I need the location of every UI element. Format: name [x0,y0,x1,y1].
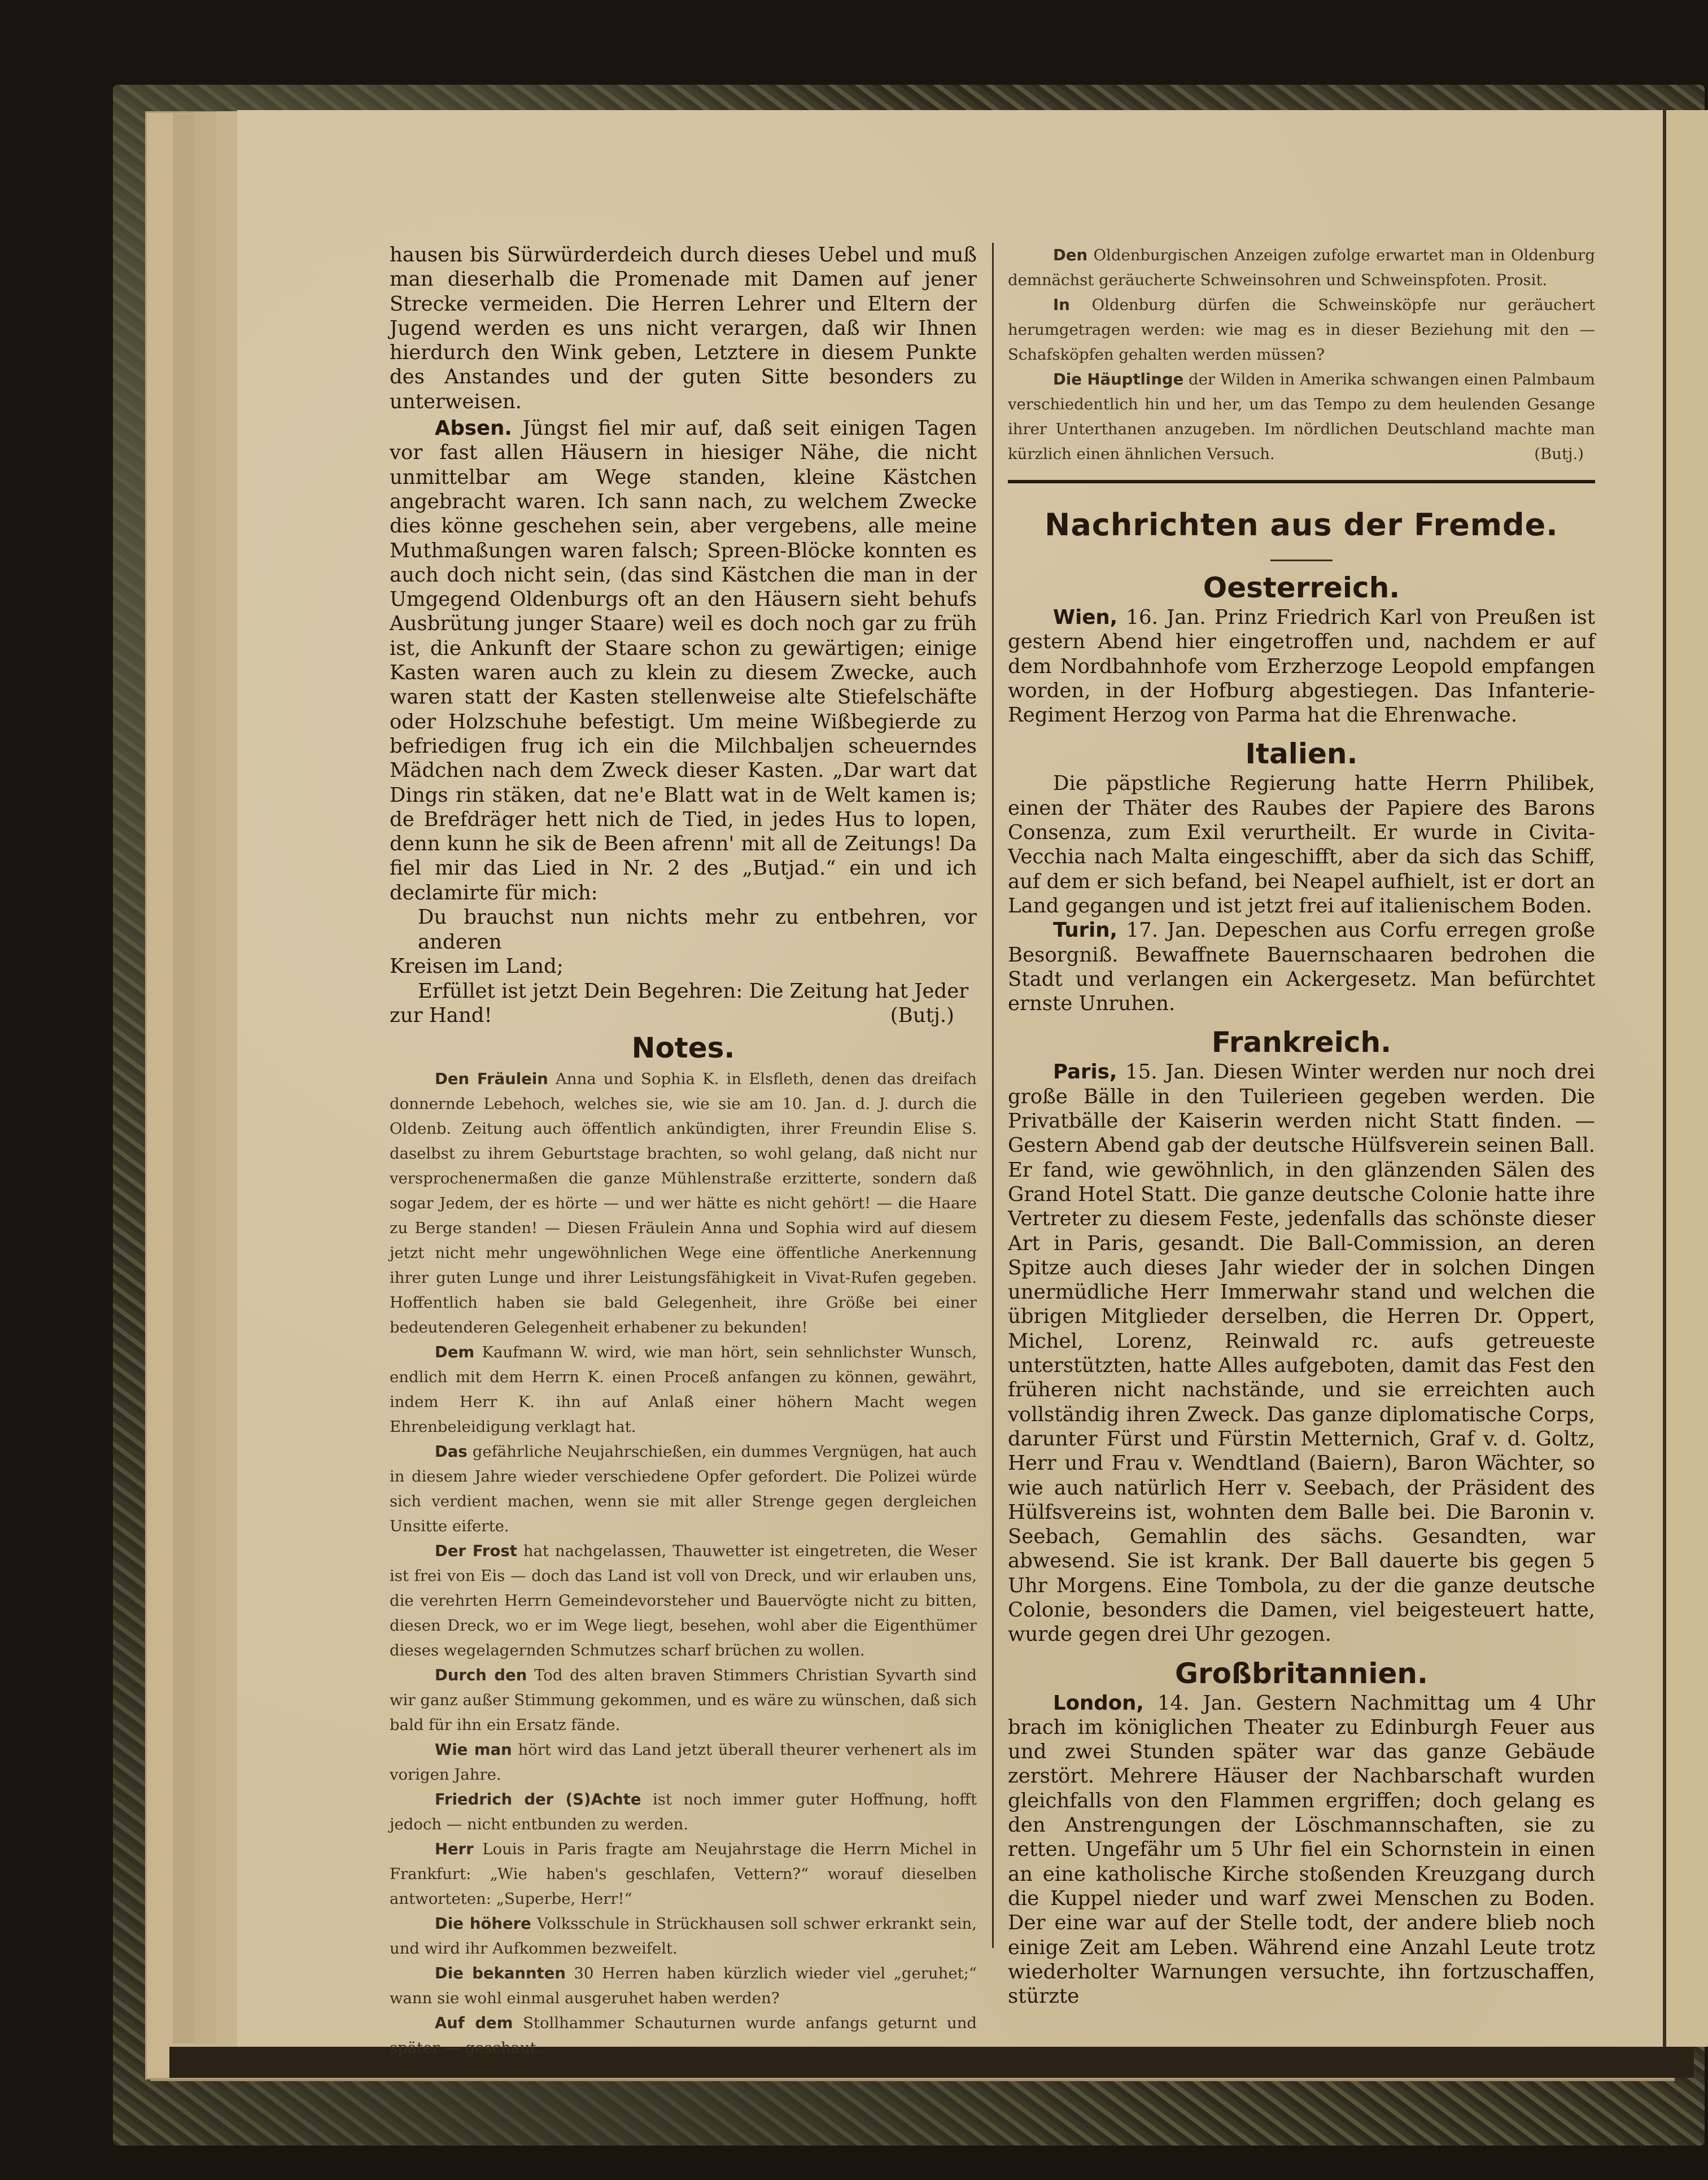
note-lead: Dem [435,1343,475,1361]
note-lead: Durch den [435,1666,527,1684]
note-lead: Herr [435,1840,474,1858]
note-text: Anna und Sophia K. in Elsfleth, denen das dreifach donnernde Lebehoch, welches sie, wie sie am 10. Jan. d. J. durch die Oldenb. Zeitung auch öffentlich ankündigten, ihrer Freundin Elise S. daselbst zu ihrem Geburtstage brachten, so wohl gelang, daß nicht nur versprochenermaßen die ganze Mühlenstraße erzitterte, sondern daß sogar Jedem, der es hörte — und wer hätte es nicht gehört! — die Haare zu Berge standen! — Diesen Fräulein Anna und Sophia wird auf diesem jetzt nicht mehr ungewöhnlichen Wege eine öffentliche Anerkennung ihrer guten Lunge und ihrer Leistungsfähigkeit in Vivat-Rufen gegeben. Hoffentlich haben sie bald Gelegenheit, ihre Größe bei einer bedeutenderen Gelegenheit erhabener zu bekunden! [390,1069,977,1336]
note-text: ist noch immer guter Hoffnung, hofft jedoch — nicht entbunden zu werden. [390,1790,977,1833]
section-title: Nachrichten aus der Fremde. [1045,507,1558,543]
note-item [390,1439,977,1539]
news-text: 17. Jan. Depeschen aus Corfu erregen große Besorgniß. Bewaffnete Bauernschaaren bedrohen die Stadt und verlangen ein Ackergesetz. Man befürchtet ernste Unruhen. [1008,919,1595,1016]
country-heading: Oesterreich. [1203,571,1400,604]
note-lead: Friedrich der (S)Achte [435,1790,641,1808]
news-text: 15. Jan. Diesen Winter werden nur noch drei große Bälle in den Tuilerieen gegeben werden. Die Privatbälle der Kaiserin werden nicht Statt finden. — Gestern Abend gab der deutsche Hülfsverein seinen Ball. Er fand, wie gewöhnlich, in den glänzenden Sälen des Grand Hotel Statt. Die ganze deutsche Colonie hatte ihre Vertreter zu diesem Feste, jedenfalls das schönste dieser Art in Paris, gesandt. Die Ball-Commission, an deren Spitze auch dieses Jahr wieder der in solchen Dingen unermüdliche Herr Immerwahr stand und welchen die übrigen Mitglieder derselben, die Herren Dr. Oppert, Michel, Lorenz, Reinwald rc. aufs getreueste unterstützten, hatte Alles aufgeboten, damit das Fest den früheren nicht nachstände, und sie erreichten auch vollständig ihren Zweck. Das ganze diplomatische Corps, darunter Fürst und Fürstin Metternich, Graf v. d. Goltz, Herr und Frau v. Wendtland (Baiern), Baron Wächter, so wie auch natürlich Herr v. Seebach, der Präsident des Hülfsvereins ist, wohnten dem Balle bei. Die Baronin v. Seebach, Gemahlin des sächs. Gesandten, war abwesend. Sie ist krank. Der Ball dauerte bis gegen 5 Uhr Morgens. Eine Tombola, zu der die ganze deutsche Colonie, besonders die Damen, viel beigesteuert hatte, wurde gegen drei Uhr gezogen. [1008,1060,1595,1646]
news-lead: Paris, [1053,1060,1117,1084]
note-item [390,1961,977,2011]
note-text: gefährliche Neujahrschießen, ein dummes Vergnügen, hat auch in diesem Jahre wieder verschiedene Opfer gefordert. Die Polizei würde sich verdient machen, wenn sie mit aller Strenge gegen dergleichen Unsitte eiferte. [390,1442,977,1535]
section-rule [1008,480,1595,483]
note-text: Volksschule in Strückhausen soll schwer erkrankt sein, und wird ihr Aufkommen bezweifelt. [390,1914,977,1958]
note-item [390,1787,977,1837]
poem-line: Erfüllet ist jetzt Dein Begehren: Die Zeitung hat Jeder [418,979,969,1003]
notes-heading: Notes. [631,1031,735,1064]
poem-line-end: zur Hand! [390,1004,492,1028]
news-text: Die päpstliche Regierung hatte Herrn Philibek, einen der Thäter des Raubes der Papiere des Barons Consenza, zum Exil verurtheilt. Er wurde in Civita-Vecchia nach Malta eingeschifft, aber da sich das Schiff, auf dem er sich befand, bei Neapel aufhielt, ist er dort an Land gegangen und ist jetzt frei auf italienischem Boden. [1008,772,1595,918]
news-item [1008,1691,1595,2009]
poem [390,905,977,1028]
note-text: Oldenburgischen Anzeigen zufolge erwartet man in Oldenburg demnächst geräucherte Schweinsohren und Schweinspfoten. Prosit. [1008,246,1595,289]
note-lead: Den Fräulein [435,1069,548,1088]
note-text: Oldenburg dürfen die Schweinsköpfe nur geräuchert herumgetragen werden: wie mag es in dieser Beziehung mit den — Schafsköpfen gehalten werden müssen? [1008,296,1595,364]
note-item [390,1539,977,1663]
short-rule [1270,560,1333,561]
country-heading: Großbritannien. [1174,1657,1429,1690]
note-lead: In [1053,296,1070,314]
note-lead: Der Frost [435,1541,517,1560]
note-item [390,1837,977,1911]
note-lead: Das [435,1442,468,1461]
note-text: Kaufmann W. wird, wie man hört, sein sehnlichster Wunsch, endlich mit dem Herrn K. einen Proceß anfangen zu können, gewährt, indem Herr K. ihn auf Anlaß einer höhern Macht wegen Ehrenbeleidigung verklagt hat. [390,1343,977,1436]
news-lead: Turin, [1053,919,1118,942]
note-item [390,1737,977,1787]
news-lead: London, [1053,1691,1144,1715]
right-column [1008,243,1595,2008]
news-item [1008,771,1595,918]
note-lead: Auf dem [435,2013,513,2032]
note-item [1008,292,1595,367]
note-text: Louis in Paris fragte am Neujahrstage die Herrn Michel in Frankfurt: „Wie haben's geschlafen, Vettern?“ worauf dieselben antworteten: „Superbe, Herr!“ [390,1840,977,1908]
news-item [1008,605,1595,727]
country-heading: Italien. [1245,737,1358,771]
news-item [1008,918,1595,1016]
note-text: hört wird das Land jetzt überall theurer verhenert als im vorigen Jahre. [390,1740,977,1784]
poem-line: Kreisen im Land; [390,955,563,978]
news-item [1008,1060,1595,1646]
news-lead: Wien, [1053,606,1118,629]
news-text: 14. Jan. Gestern Nachmittag um 4 Uhr brach im königlichen Theater zu Edinburgh Feuer aus und zwei Stunden später war das ganze Gebäude zerstört. Mehrere Häuser der Nachbarschaft wurden gleichfalls von den Flammen ergriffen; doch gelang es den Anstrengungen der Löschmannschaften, sie zu retten. Ungefähr um 5 Uhr fiel ein Schornstein in einen an eine katholische Kirche stoßenden Kreuzgang durch die Kuppel nieder und warf zwei Menschen zu Boden. Der eine war auf der Stelle todt, der andere blieb noch einige Zeit am Leben. Während eine Anzahl Leute trotz wiederholter Warnungen versuchte, ihn fortzuschaffen, stürzte [1008,1691,1595,2008]
country-heading: Frankreich. [1211,1026,1392,1059]
left-column [390,243,977,2057]
intro-paragraph: hausen bis Sürwürderdeich durch dieses Uebel und muß man dieserhalb die Promenade mit Damen auf jener Strecke vermeiden. Die Herren Lehrer und Eltern der Jugend werden es uns nicht verargen, daß wir Ihnen hierdurch den Wink geben, Letztere in diesem Punkte des Anstandes und der guten Sitte besonders zu unterweisen. [390,243,977,413]
column-divider [992,243,994,1948]
note-item [390,2011,977,2060]
note-text: der Wilden in Amerika schwangen einen Palmbaum verschiedentlich hin und her, um das Tempo zu dem heulenden Gesange ihrer Unterthanen anzugeben. Im nördlichen Deutschland machte man kürzlich einen ähnlichen Versuch. [1008,370,1595,463]
signature: (Butj.) [1534,445,1584,463]
note-item [1008,243,1595,292]
note-text: Tod des alten braven Stimmers Christian Syvarth sind wir ganz außer Stimmung gekommen, und es wäre zu wünschen, daß sich bald für ihn ein Ersatz fände. [390,1666,977,1734]
note-item [1008,367,1595,466]
article-lead: Absen. [435,417,512,440]
article-absen [390,416,977,905]
note-text: hat nachgelassen, Thauwetter ist eingetreten, die Weser ist frei von Eis — doch das Land ist voll von Dreck, und wir erlauben uns, die verehrten Herrn Gemeindevorsteher und Bauervögte nicht zu bitten, diesen Dreck, wo er im Wege liegt, besehen, wohl aber die Eigenthümer dieses wegelagernden Schmutzes scharf brüchen zu wollen. [390,1541,977,1659]
poem-line: Du brauchst nun nichts mehr zu entbehren, vor anderen [418,906,977,954]
note-item [390,1663,977,1737]
poem-line [390,1003,977,1028]
note-text: Stollhammer Schauturnen wurde anfangs geturnt und später — geschaut. [390,2013,977,2057]
notes-list [390,1067,977,2060]
note-lead: Die höhere [435,1914,531,1933]
article-text: Jüngst fiel mir auf, daß seit einigen Tagen vor fast allen Häusern in hiesiger Nähe, die nicht unmittelbar am Wege standen, kleine Kästchen angebracht waren. Ich sann nach, zu welchem Zwecke dies könne geschehen sein, aber vergebens, alle meine Muthmaßungen waren falsch; Spreen-Blöcke konnten es auch doch nicht sein, (das sind Kästchen die man in der Umgegend Oldenburgs oft an den Häusern sieht behufs Ausbrütung junger Staare) weil es doch noch gar zu früh ist, die Ankunft der Staare schon zu gewärtigen; einige Kasten waren auch zu klein zu diesem Zwecke, auch waren statt der Kasten stellenweise alte Stiefelschäfte oder Holzschuhe befestigt. Um meine Wißbegierde zu befriedigen frug ich ein die Milchbaljen scheuerndes Mädchen nach dem Zweck dieser Kasten. „Dar wart dat Dings rin stäken, dat ne'e Blatt wat in de Welt kamen is; de Brefdräger hett nich de Tied, in jedes Hus to lopen, denn kunn he sik de Been afrenn' mit all de Zeitungs! Da fiel mir das Lied in Nr. 2 des „Butjad.“ ein und ich declamirte für mich: [390,417,977,905]
news-text: 16. Jan. Prinz Friedrich Karl von Preußen ist gestern Abend hier eingetroffen und, nachdem er auf dem Nordbahnhofe vom Erzherzoge Leopold empfangen worden, in der Hofburg abgestiegen. Das Infanterie-Regiment Herzog von Parma hat die Ehrenwache. [1008,606,1595,727]
note-lead: Die Häuptlinge [1053,370,1184,388]
facing-page-edge [1663,110,1708,2047]
note-lead: Die bekannten [435,1964,566,1982]
note-lead: Wie man [435,1740,512,1759]
note-lead: Den [1053,246,1088,264]
note-item [390,1340,977,1439]
signature: (Butj.) [890,1004,954,1028]
note-text: 30 Herren haben kürzlich wieder viel „geruhet;“ wann sie wohl einmal ausgeruhet haben werden? [390,1964,977,2007]
note-item [390,1911,977,1961]
note-item [390,1067,977,1340]
